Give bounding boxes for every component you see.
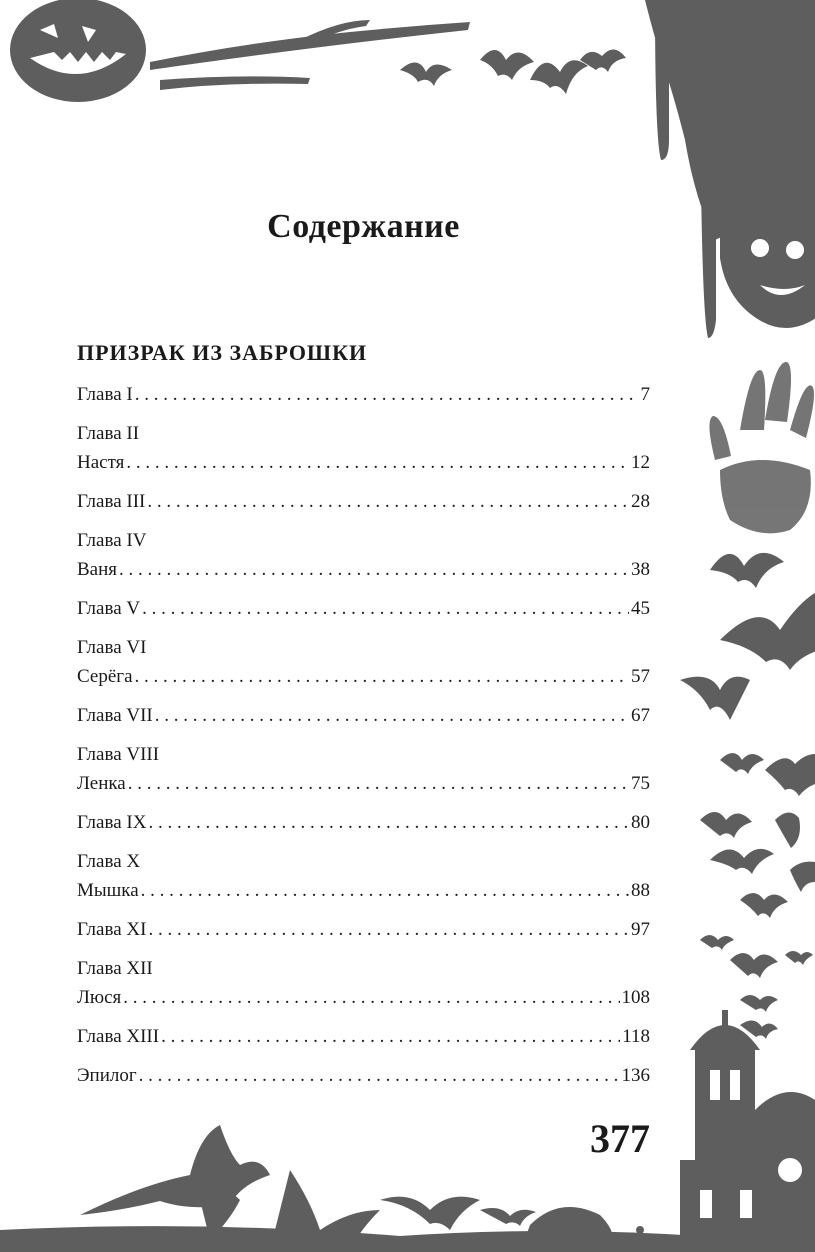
toc-chapter-heading: Глава XII: [77, 958, 153, 979]
toc-page-number: 38: [631, 559, 650, 580]
toc-page-number: 12: [631, 452, 650, 473]
toc-page-number: 108: [621, 987, 650, 1008]
toc-dot-leader: [135, 380, 639, 409]
bat-icon: [80, 1125, 536, 1250]
toc-row: [77, 769, 650, 798]
toc-entry-label: Глава XI: [77, 919, 147, 940]
toc-chapter-heading: Глава IV: [77, 530, 147, 551]
toc-page-number: 45: [631, 598, 650, 619]
toc-dot-leader: [135, 662, 630, 691]
toc-dot-leader: [123, 983, 619, 1012]
toc-entry-label: Настя: [77, 452, 125, 473]
toc-entry: [77, 740, 650, 798]
toc-entry: [77, 526, 650, 584]
toc-entry-label: Глава V: [77, 598, 141, 619]
toc-chapter-heading: Глава II: [77, 423, 140, 444]
section-title: ПРИЗРАК ИЗ ЗАБРОШКИ: [77, 340, 368, 365]
toc-entry: [77, 633, 650, 691]
toc-entry: [77, 915, 650, 944]
toc-row: [77, 380, 650, 409]
toc-entry: [77, 1061, 650, 1090]
toc-chapter-heading: Глава VI: [77, 637, 147, 658]
toc-entry-label: Ленка: [77, 773, 126, 794]
toc-entry: [77, 419, 650, 477]
page-title: Содержание: [267, 208, 460, 245]
toc-page-number: 118: [622, 1026, 650, 1047]
toc-row: [77, 915, 650, 944]
toc-entry-label: Глава III: [77, 491, 146, 512]
toc-row: [77, 594, 650, 623]
toc-dot-leader: [128, 769, 629, 798]
toc-entry-label: Эпилог: [77, 1065, 137, 1086]
toc-chapter-heading: Глава X: [77, 851, 141, 872]
toc-entry: [77, 701, 650, 730]
bat-icon: [680, 553, 815, 1039]
toc-row: [77, 448, 650, 477]
page-number: 377: [590, 1116, 650, 1161]
toc-row: [77, 1061, 650, 1090]
toc-row: [77, 808, 650, 837]
toc-entry: [77, 954, 650, 1012]
toc-entry: [77, 380, 650, 409]
toc-entry-label: Глава I: [77, 384, 133, 405]
toc-page-number: 136: [621, 1065, 650, 1086]
toc-entry: [77, 594, 650, 623]
toc-dot-leader: [147, 487, 629, 516]
toc-row: [77, 555, 650, 584]
toc-dot-leader: [142, 594, 629, 623]
cat-icon: [720, 170, 815, 328]
table-of-contents: [77, 380, 650, 1090]
toc-page-number: 7: [640, 384, 650, 405]
toc-entry: [77, 487, 650, 516]
toc-page-number: 67: [631, 705, 650, 726]
toc-row: [77, 983, 650, 1012]
toc-page-number: 75: [631, 773, 650, 794]
toc-dot-leader: [148, 808, 629, 837]
toc-dot-leader: [161, 1022, 620, 1051]
toc-page-number: 28: [631, 491, 650, 512]
toc-entry-label: Серёга: [77, 666, 133, 687]
toc-dot-leader: [141, 876, 629, 905]
toc-row: [77, 662, 650, 691]
toc-entry-label: Глава IX: [77, 812, 147, 833]
toc-entry-label: Мышка: [77, 880, 139, 901]
toc-page-number: 88: [631, 880, 650, 901]
toc-row: [77, 1022, 650, 1051]
toc-dot-leader: [119, 555, 629, 584]
toc-chapter-heading: Глава VIII: [77, 744, 160, 765]
toc-page-number: 57: [631, 666, 650, 687]
toc-dot-leader: [155, 701, 629, 730]
toc-entry-label: Глава VII: [77, 705, 153, 726]
toc-row: [77, 487, 650, 516]
toc-entry: [77, 1022, 650, 1051]
toc-entry-label: Глава XIII: [77, 1026, 160, 1047]
toc-entry-label: Люся: [77, 987, 122, 1008]
bat-icon: [400, 49, 626, 94]
toc-row: [77, 876, 650, 905]
pumpkin-icon: [10, 0, 146, 102]
toc-entry: [77, 847, 650, 905]
toc-dot-leader: [139, 1061, 620, 1090]
handprint-icon: [709, 362, 814, 533]
toc-row: [77, 701, 650, 730]
toc-page-number: 80: [631, 812, 650, 833]
toc-entry-label: Ваня: [77, 559, 118, 580]
toc-dot-leader: [148, 915, 629, 944]
building-icon: [680, 1010, 815, 1252]
toc-entry: [77, 808, 650, 837]
toc-page-number: 97: [631, 919, 650, 940]
toc-dot-leader: [126, 448, 629, 477]
